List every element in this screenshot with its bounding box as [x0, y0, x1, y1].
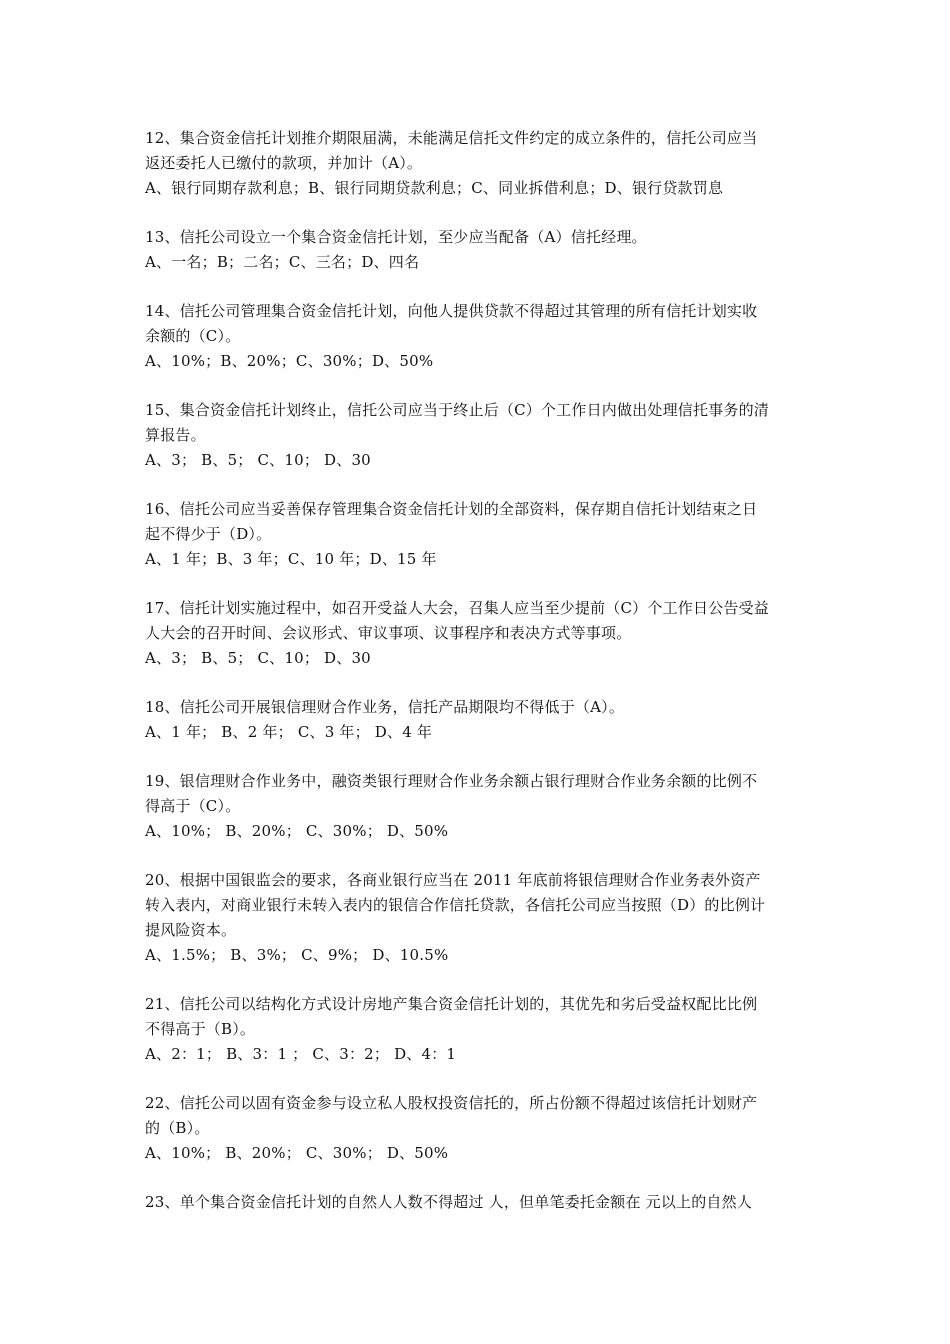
question-options: A、3； B、5； C、10； D、30 — [145, 451, 371, 469]
question-text-line: 算报告。 — [145, 426, 206, 444]
question-text-line: 16、信托公司应当妥善保存管理集合资金信托计划的全部资料，保存期自信托计划结束之日 — [145, 500, 758, 518]
question-options: A、10%；B、20%；C、30%；D、50% — [145, 352, 434, 370]
question-text-line: 得高于（C）。 — [145, 797, 241, 815]
question-text-line: 21、信托公司以结构化方式设计房地产集合资金信托计划的，其优先和劣后受益权配比比例 — [145, 995, 758, 1013]
question-text-line: 起不得少于（D）。 — [145, 525, 272, 543]
question-text-line: 20、根据中国银监会的要求，各商业银行应当在 2011 年底前将银信理财合作业务表外资产 — [145, 871, 761, 889]
question-text-line: 提风险资本。 — [145, 921, 237, 939]
question-22 — [145, 1091, 810, 1166]
question-23 — [145, 1190, 810, 1215]
question-text-line: 人大会的召开时间、会议形式、审议事项、议事程序和表决方式等事项。 — [145, 624, 632, 642]
question-17 — [145, 596, 810, 671]
question-text-line: 12、集合资金信托计划推介期限届满，未能满足信托文件约定的成立条件的，信托公司应当 — [145, 129, 758, 147]
question-options: A、2：1； B、3：1 ； C、3：2； D、4：1 — [145, 1045, 457, 1063]
question-16 — [145, 497, 810, 572]
document-page — [145, 126, 810, 1239]
question-15 — [145, 398, 810, 473]
question-19 — [145, 769, 810, 844]
question-18 — [145, 695, 810, 745]
question-text-line: 的（B）。 — [145, 1119, 210, 1137]
question-text-line: 余额的（C）。 — [145, 327, 241, 345]
question-text-line: 23、单个集合资金信托计划的自然人人数不得超过 人，但单笔委托金额在 元以上的自然人 — [145, 1193, 753, 1211]
question-options: A、1 年； B、2 年； C、3 年； D、4 年 — [145, 723, 433, 741]
question-options: A、10%； B、20%； C、30%； D、50% — [145, 822, 449, 840]
question-options: A、3； B、5； C、10； D、30 — [145, 649, 371, 667]
question-text-line: 15、集合资金信托计划终止，信托公司应当于终止后（C）个工作日内做出处理信托事务的清 — [145, 401, 769, 419]
question-12 — [145, 126, 810, 201]
question-options: A、1 年；B、3 年；C、10 年；D、15 年 — [145, 550, 437, 568]
question-text-line: 17、信托计划实施过程中，如召开受益人大会，召集人应当至少提前（C）个工作日公告受益 — [145, 599, 769, 617]
question-text-line: 不得高于（B）。 — [145, 1020, 256, 1038]
question-text-line: 18、信托公司开展银信理财合作业务，信托产品期限均不得低于（A）。 — [145, 698, 625, 716]
question-text-line: 返还委托人已缴付的款项，并加计（A）。 — [145, 154, 423, 172]
question-text-line: 13、信托公司设立一个集合资金信托计划，至少应当配备（A）信托经理。 — [145, 228, 647, 246]
question-13 — [145, 225, 810, 275]
question-text-line: 19、银信理财合作业务中，融资类银行理财合作业务余额占银行理财合作业务余额的比例不 — [145, 772, 758, 790]
question-20 — [145, 868, 810, 968]
question-options: A、一名；B；二名；C、三名；D、四名 — [145, 253, 420, 271]
question-14 — [145, 299, 810, 374]
question-options: A、银行同期存款利息；B、银行同期贷款利息；C、同业拆借利息；D、银行贷款罚息 — [145, 179, 724, 197]
question-text-line: 14、信托公司管理集合资金信托计划，向他人提供贷款不得超过其管理的所有信托计划实收 — [145, 302, 758, 320]
question-options: A、10%； B、20%； C、30%； D、50% — [145, 1144, 449, 1162]
question-text-line: 转入表内，对商业银行未转入表内的银信合作信托贷款，各信托公司应当按照（D）的比例计 — [145, 896, 766, 914]
question-21 — [145, 992, 810, 1067]
question-options: A、1.5%； B、3%； C、9%； D、10.5% — [145, 946, 449, 964]
question-text-line: 22、信托公司以固有资金参与设立私人股权投资信托的，所占份额不得超过该信托计划财产 — [145, 1094, 758, 1112]
